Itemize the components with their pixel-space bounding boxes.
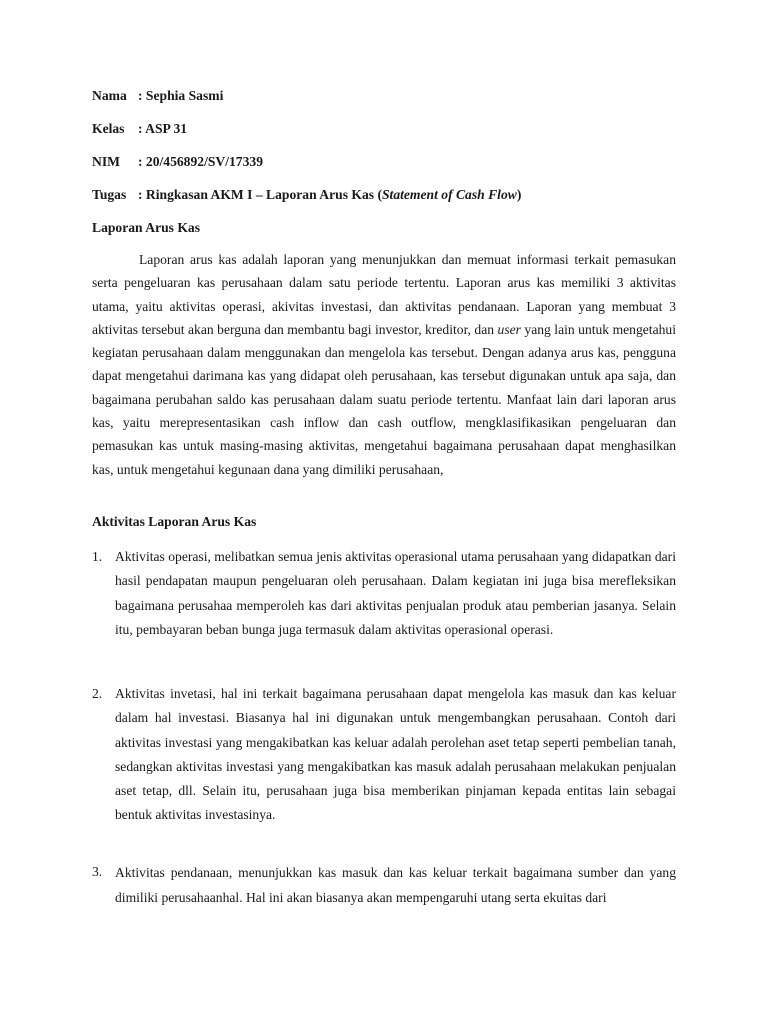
list-item-1	[92, 545, 676, 642]
list-item-number: 2.	[92, 686, 103, 701]
kelas-label: Kelas	[92, 121, 125, 136]
tugas-value-suffix: )	[516, 187, 522, 202]
info-nama	[92, 86, 223, 106]
list-item-text: Aktivitas pendanaan, menunjukkan kas masuk dan kas keluar terkait bagaimana sumber dan yang dimiliki perusahaanhal. Hal ini akan biasanya akan mempengaruhi utang serta ekuitas dari	[115, 865, 676, 905]
list-item-3	[92, 860, 676, 910]
info-nim	[92, 152, 263, 172]
paragraph-part-2: yang lain untuk mengetahui kegiatan perusahaan dalam menggunakan dan mengelola kas tersebut. Dengan adanya arus kas, pengguna dapat mengetahui darimana kas yang didapat oleh perusahaan, kas tersebut digunakan untuk apa saja, dan bagaimana perubahan saldo kas perusahaan dalam suatu periode tertentu. Manfaat lain dari laporan arus kas, yaitu merepresentasikan cash inflow dan cash outflow, mengklasifikasikan pengeluaran dan pemasukan kas untuk masing-masing aktivitas, mengetahui bagaimana perusahaan dapat menghasilkan kas, untuk mengetahui kegunaan dana yang dimiliki perusahaan,	[92, 321, 676, 477]
nama-value: : Sephia Sasmi	[138, 88, 224, 103]
paragraph-laporan-arus-kas	[92, 248, 676, 481]
list-item-number: 3.	[92, 864, 103, 879]
nim-label: NIM	[92, 154, 120, 169]
tugas-value-prefix: : Ringkasan AKM I – Laporan Arus Kas (	[138, 187, 382, 202]
list-item-number: 1.	[92, 549, 103, 564]
section-heading-aktivitas: Aktivitas Laporan Arus Kas	[92, 514, 257, 529]
info-kelas	[92, 119, 187, 139]
tugas-value	[138, 187, 521, 202]
list-item-2	[92, 682, 676, 828]
kelas-value: : ASP 31	[138, 121, 188, 136]
paragraph-part-1: Laporan arus kas adalah laporan yang menunjukkan dan memuat informasi terkait pemasukan serta pengeluaran kas perusahaan dalam satu periode tertentu. Laporan arus kas memiliki 3 aktivitas utama, yaitu aktivitas operasi, akivitas investasi, dan aktivitas pendanaan. Laporan yang membuat 3 aktivitas tersebut akan berguna dan membantu bagi investor, kreditor, dan	[92, 252, 676, 337]
tugas-label: Tugas	[92, 187, 127, 202]
list-item-text: Aktivitas invetasi, hal ini terkait bagaimana perusahaan dapat mengelola kas masuk dan kas keluar dalam hal investasi. Biasanya hal ini digunakan untuk mengembangkan perusahaan. Contoh dari aktivitas investasi yang mengakibatkan kas keluar adalah perolehan aset tetap seperti pembelian tanah, sedangkan aktivitas investasi yang mengakibatkan kas masuk adalah perusahaan melakukan penjualan aset tetap, dll. Selain itu, perusahaan juga bisa memberikan pinjaman kepada entitas lain sebagai bentuk aktivitas investasinya.	[115, 686, 676, 823]
section-heading-laporan-arus-kas: Laporan Arus Kas	[92, 220, 201, 235]
paragraph-italic-user: user	[497, 321, 521, 337]
list-item-text: Aktivitas operasi, melibatkan semua jenis aktivitas operasional utama perusahaan yang didapatkan dari hasil pendapatan maupun pengeluaran oleh perusahaan. Dalam kegiatan ini juga bisa merefleksikan bagaimana perusahaa memperoleh kas dari aktivitas penjualan produk atau pemberian jasanya. Selain itu, pembayaran beban bunga juga termasuk dalam aktivitas operasional operasi.	[115, 549, 676, 637]
nim-value: : 20/456892/SV/17339	[138, 154, 263, 169]
nama-label: Nama	[92, 88, 127, 103]
info-tugas	[92, 185, 521, 205]
tugas-value-italic: Statement of Cash Flow	[381, 187, 517, 202]
